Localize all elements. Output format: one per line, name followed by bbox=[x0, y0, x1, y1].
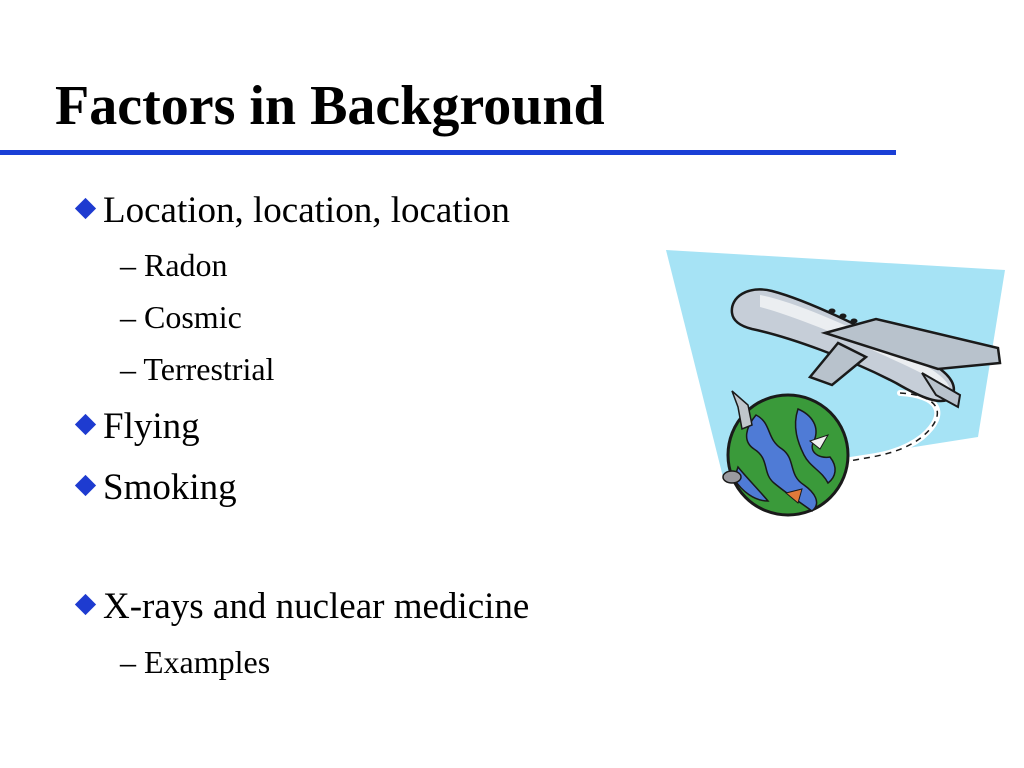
bullet-text: X-rays and nuclear medicine bbox=[103, 586, 530, 627]
airplane-window bbox=[840, 314, 847, 319]
sub-bullet-item: – Radon bbox=[120, 247, 228, 283]
sub-bullet-item: – Terrestrial bbox=[120, 351, 275, 387]
bullet-text: Location, location, location bbox=[103, 190, 510, 231]
bullet-item bbox=[76, 192, 510, 229]
bullet-text: Flying bbox=[103, 406, 200, 447]
diamond-bullet-icon bbox=[75, 475, 96, 496]
airplane-window bbox=[829, 309, 836, 314]
bullet-item bbox=[76, 588, 529, 625]
sub-bullet-item: – Examples bbox=[120, 644, 271, 680]
sub-bullet-item: – Cosmic bbox=[120, 299, 242, 335]
diamond-bullet-icon bbox=[75, 198, 96, 219]
bullet-text: Smoking bbox=[103, 467, 237, 508]
airplane-window bbox=[851, 319, 858, 324]
diamond-bullet-icon bbox=[75, 594, 96, 615]
airplane-globe-clipart bbox=[660, 245, 1010, 520]
ship-icon bbox=[723, 471, 741, 483]
slide-title: Factors in Background bbox=[55, 75, 605, 137]
diamond-bullet-icon bbox=[75, 414, 96, 435]
bullet-item bbox=[76, 408, 200, 445]
bullet-item bbox=[76, 469, 237, 506]
